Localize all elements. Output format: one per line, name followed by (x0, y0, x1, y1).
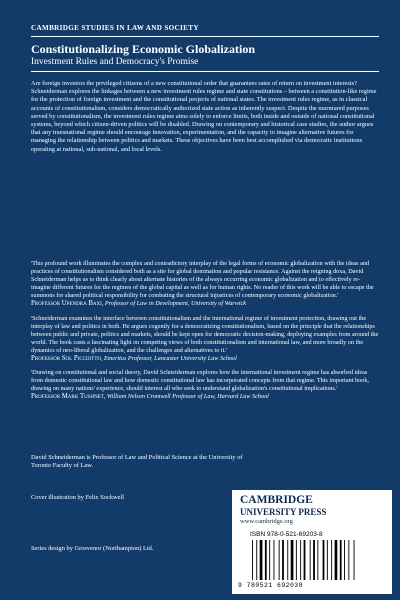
barcode (250, 540, 390, 584)
series-design-credit: Series design by Grosvenor (Northampton) Ltd. (31, 545, 154, 552)
publisher-website: www.cambridge.org (240, 518, 293, 525)
endorsement-text: 'Drawing on constitutional and social theory, David Schneiderman explores how the international investment regime has absorbed ideas from domestic constitutional law and how domestic constitutional law has incorporated concepts from that regime. This important book, drawing on many nations' experience, should interest all who seek to understand globalization's constitutional implications.' (31, 369, 369, 393)
endorsement-attribution: Professor Mark Tushnet, William Nelson Cromwell Professor of Law, Harvard Law School (31, 393, 269, 401)
endorsement-text: 'This profound work illuminates the complex and contradictory interplay of the legal forms of economic globalization with the ideas and practices of constitutionalism considered both as a site for global domination and popular resistance. Against the reigning doxa, David Schneiderman helps us to think clearly about alternate histories of the always occurring economic globalization and to effectively re-imagine different futures for the regimes of the global capital as well as for human rights. No reader of this work will be able to escape the summons for shared political responsibility for combating the structural injustices of contemporary economic globalization.' (31, 260, 374, 300)
endorsement-attribution: Professor Upendra Baxi, Professor of Law in Development, University of Warwick (31, 300, 247, 308)
publisher-subname: UNIVERSITY PRESS (240, 507, 327, 517)
rule-top (31, 36, 379, 37)
endorsements (31, 260, 379, 408)
endorsement-3 (31, 369, 379, 401)
endorser-affiliation: Professor of Law in Development, University of Warwick (104, 300, 247, 308)
publisher-block (232, 490, 392, 594)
endorsement-1 (31, 260, 379, 309)
endorser-name: Professor Upendra Baxi (31, 300, 102, 308)
endorser-affiliation: Emeritus Professor, Lancaster University Law School (104, 355, 237, 363)
endorser-affiliation: William Nelson Cromwell Professor of Law, Harvard Law School (106, 393, 269, 401)
endorser-name: Professor Mark Tushnet (31, 393, 104, 401)
endorser-name: Professor Sol Picciotto (31, 355, 101, 363)
blurb-text: Are foreign investors the privileged citizens of a new constitutional order that guarantees rates of return on investment interests? Schneiderman explores the linkages between a new investment rules regime and state constitutions – between a constitution-like regime for the protection of foreign investment and the constitutional projects of national states. The investment rules regime, as in classical accounts of constitutionalism, considers democratically authorized state action as inherently suspect. Despite the murmured purposes served by constitutionalism, the investment rules regime aims solely to enforce limits, both inside and outside of national constitutional systems, beyond which citizen-driven politics will be disabled. Drawing on contemporary and historical case studies, the author argues that any transnational regime should encourage innovation, experimentation, and the capacity to imagine alternative futures for managing the relationship between politics and markets. These objectives have been best accomplished via democratic institutions operating at national, sub-national, and local levels. (31, 80, 377, 153)
isbn-label: ISBN 978-0-521-69203-8 (250, 531, 323, 538)
author-bio: David Schneiderman is Professor of Law and Political Science at the University of Toronto Faculty of Law. (31, 454, 243, 470)
book-subtitle: Investment Rules and Democracy's Promise (31, 57, 199, 67)
endorsement-2 (31, 315, 379, 364)
publisher-name: CAMBRIDGE (240, 494, 313, 506)
book-title: Constitutionalizing Economic Globalization (31, 42, 256, 56)
endorsement-text: 'Schneiderman examines the interface between constitutionalism and the international regime of investment protection, drawing out the interplay of law and politics in both. He argues cogently for a democratizing constitutionalism, based on the principle that the relationships between public and private, politics and markets, should be kept open for democratic decision-making, deploying examples from around the world. The book casts a fascinating light on competing views of both constitutionalism and international law, and more broadly on the dynamics of neo-liberal globalization, and the challenges and alternatives to it.' (31, 314, 379, 354)
endorsement-attribution: Professor Sol Picciotto, Emeritus Professor, Lancaster University Law School (31, 355, 237, 363)
rule-mid (31, 71, 379, 72)
barcode-digits: 9 780521 692038 (238, 582, 304, 589)
cover-illustration-credit: Cover illustration by Felix Sockwell (31, 494, 125, 501)
series-name: CAMBRIDGE STUDIES IN LAW AND SOCIETY (31, 24, 199, 32)
